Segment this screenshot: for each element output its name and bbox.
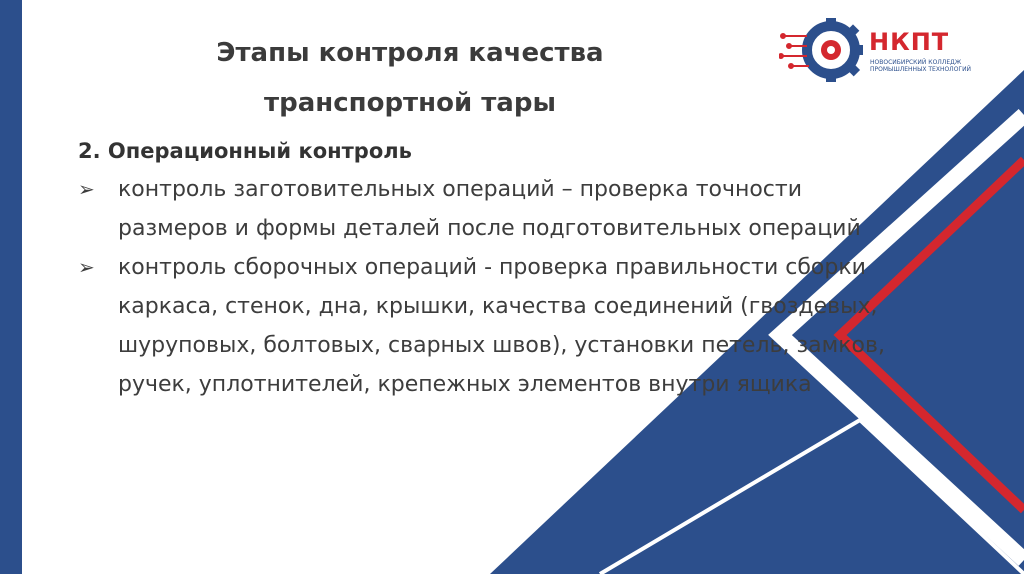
- slide-title-line-2: транспортной тары: [264, 88, 556, 118]
- logo-subtitle: НОВОСИБИРСКИЙ КОЛЛЕДЖ ПРОМЫШЛЕННЫХ ТЕХНОЛОГИЙ: [870, 59, 972, 73]
- section-heading: 2. Операционный контроль: [78, 139, 412, 163]
- slide-title: [120, 28, 700, 128]
- bullet-arrow-icon: ➢: [78, 255, 95, 279]
- college-logo: [779, 16, 979, 86]
- bullet-text-2: контроль сборочных операций - проверка правильности сборки каркаса, стенок, дна, крышки, качества соединений (гвоздевых, шуруповых, болтовых, сварных швов), установки петель, замков, ручек, уплотнителей, крепежных элементов внутри ящика: [118, 255, 885, 397]
- bullet-text-1: контроль заготовительных операций – проверка точности размеров и формы деталей после подготовительных операций: [118, 177, 861, 241]
- slide-title-line-1: Этапы контроля качества: [216, 38, 604, 68]
- slide-content: [78, 138, 898, 404]
- logo-brand: НКПТ: [869, 28, 950, 56]
- gear-logo-icon: [779, 16, 865, 86]
- bullet-item-2: [78, 248, 898, 404]
- bullet-item-1: [78, 170, 898, 248]
- bullet-arrow-icon: ➢: [78, 177, 95, 201]
